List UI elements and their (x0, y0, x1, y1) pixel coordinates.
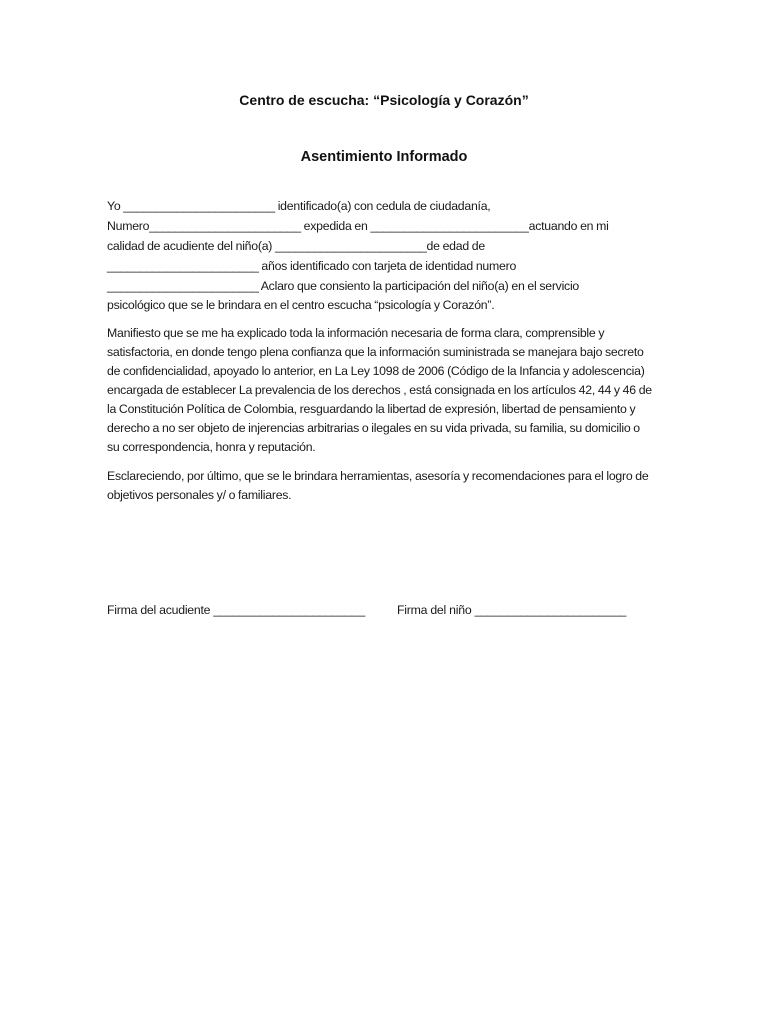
form-line: calidad de acudiente del niño(a) _______________________de edad de (107, 239, 485, 253)
closing-paragraph: Esclareciendo, por último, que se le brindara herramientas, asesoría y recomendaciones para el logro de objetivos personales y/ o familiares. (107, 469, 649, 502)
signature-child: Firma del niño _______________________ (397, 603, 627, 617)
form-line: Numero_______________________ expedida en ________________________actuando en mi (107, 219, 609, 233)
consent-paragraph: Manifiesto que se me ha explicado toda la información necesaria de forma clara, comprensible y satisfactoria, en donde tengo plena confianza que la información suministrada se manejara bajo secreto de confidencialidad, apoyado lo anterior, en La Ley 1098 de 2006 (Código de la Infancia y adolescencia) encargada de establecer La prevalencia de los derechos , está consignada en los artículos 42, 44 y 46 de la Constitución Política de Colombia, resguardando la libertad de expresión, libertad de pensamiento y derecho a no ser objeto de injerencias arbitrarias o ilegales en su vida privada, su familia, su domicilio o su correspondencia, honra y reputación. (107, 326, 652, 454)
form-line: psicológico que se le brindara en el centro escucha “psicología y Corazón”. (107, 298, 495, 312)
document-title: Centro de escucha: “Psicología y Corazón” (239, 92, 529, 108)
form-line: Yo _______________________ identificado(a) con cedula de ciudadanía, (107, 199, 491, 213)
form-line: _______________________ Aclaro que consiento la participación del niño(a) en el servicio (107, 279, 580, 293)
form-line: _______________________ años identificado con tarjeta de identidad numero (107, 259, 517, 273)
document-subtitle: Asentimiento Informado (300, 149, 468, 165)
signature-guardian: Firma del acudiente _______________________ (107, 603, 365, 617)
